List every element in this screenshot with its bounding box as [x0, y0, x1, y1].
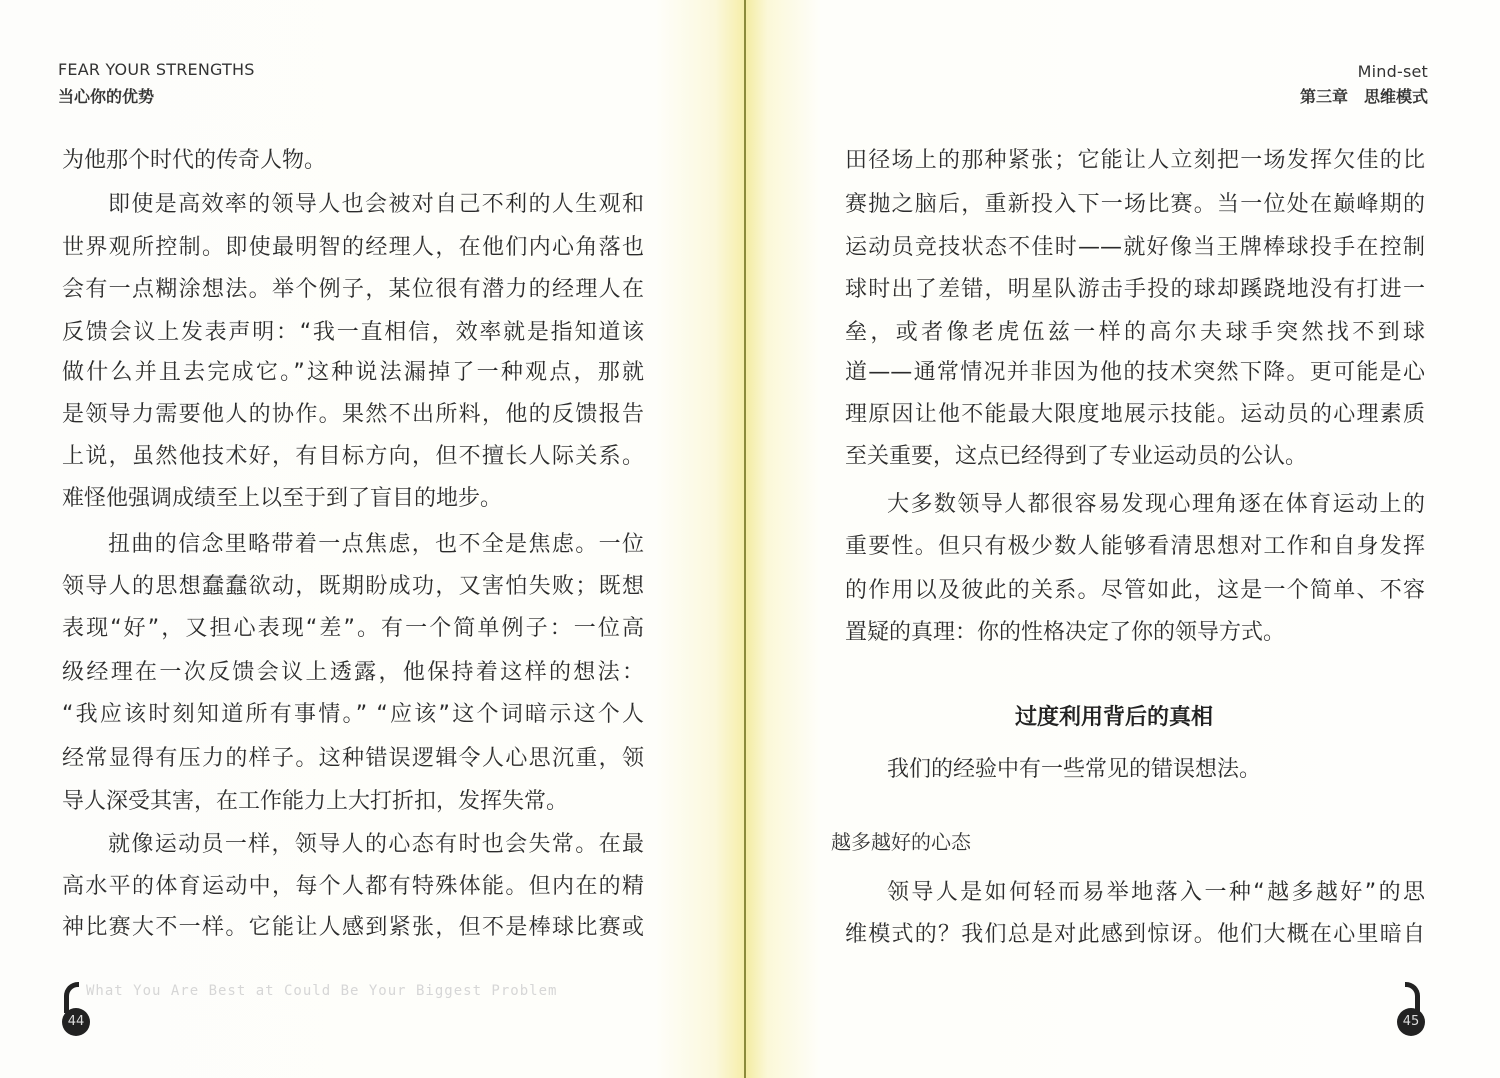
text-line: 即使是高效率的领导人也会被对自己不利的人生观和	[108, 192, 644, 217]
text-line: 领导人是如何轻而易举地落入一种“越多越好”的思	[887, 880, 1425, 905]
text-line: 扭曲的信念里略带着一点焦虑，也不全是焦虑。一位	[108, 532, 644, 557]
text-line: 为他那个时代的传奇人物。	[62, 148, 327, 173]
text-line: 赛抛之脑后，重新投入下一场比赛。当一位处在巅峰期的	[845, 192, 1425, 217]
text-line: “我应该时刻知道所有事情。” “应该”这个词暗示这个人	[62, 702, 644, 727]
book-title-cn: 当心你的优势	[58, 87, 155, 106]
text-line: 田径场上的那种紧张；它能让人立刻把一场发挥欠佳的比	[845, 148, 1425, 173]
text-line: 就像运动员一样，领导人的心态有时也会失常。在最	[108, 832, 644, 857]
book-title-en: FEAR YOUR STRENGTHS	[58, 60, 255, 79]
running-footer: What You Are Best at Could Be Your Biggest Problem	[86, 983, 558, 999]
text-line: 做什么并且去完成它。”这种说法漏掉了一种观点，那就	[62, 360, 644, 385]
text-line: 级经理在一次反馈会议上透露，他保持着这样的想法：	[62, 660, 644, 685]
text-line: 大多数领导人都很容易发现心理角逐在体育运动上的	[887, 492, 1425, 517]
text-line: 反馈会议上发表声明：“我一直相信，效率就是指知道该	[62, 320, 644, 345]
text-line: 理原因让他不能最大限度地展示技能。运动员的心理素质	[845, 402, 1425, 427]
page-number: 45	[1397, 1008, 1425, 1036]
left-page	[0, 0, 745, 1078]
text-line: 垒，或者像老虎伍兹一样的高尔夫球手突然找不到球	[845, 320, 1425, 345]
text-line: 上说，虽然他技术好，有目标方向，但不擅长人际关系。	[62, 444, 644, 469]
subsection-heading: 越多越好的心态	[831, 830, 971, 854]
text-line: 经常显得有压力的样子。这种错误逻辑令人心思沉重，领	[62, 746, 644, 771]
text-line: 表现“好”，又担心表现“差”。有一个简单例子：一位高	[62, 616, 644, 641]
right-page	[745, 0, 1500, 1078]
text-line: 世界观所控制。即使最明智的经理人，在他们内心角落也	[62, 235, 644, 260]
text-line: 置疑的真理：你的性格决定了你的领导方式。	[845, 620, 1286, 645]
text-line: 领导人的思想蠢蠢欲动，既期盼成功，又害怕失败；既想	[62, 574, 644, 599]
section-heading: 过度利用背后的真相	[1015, 705, 1214, 730]
text-line: 导人深受其害，在工作能力上大打折扣，发挥失常。	[62, 789, 569, 814]
text-line: 神比赛大不一样。它能让人感到紧张，但不是棒球比赛或	[62, 915, 644, 940]
text-line: 维模式的？我们总是对此感到惊讶。他们大概在心里暗自	[845, 922, 1425, 947]
text-line: 运动员竞技状态不佳时——就好像当王牌棒球投手在控制	[845, 235, 1425, 260]
text-line: 道——通常情况并非因为他的技术突然下降。更可能是心	[845, 360, 1425, 385]
text-line: 会有一点糊涂想法。举个例子，某位很有潜力的经理人在	[62, 277, 644, 302]
page-number: 44	[62, 1008, 90, 1036]
chapter-title-en: Mind-set	[1357, 62, 1428, 81]
text-line: 球时出了差错，明星队游击手投的球却蹊跷地没有打进一	[845, 277, 1425, 302]
text-line: 至关重要，这点已经得到了专业运动员的公认。	[845, 444, 1308, 469]
text-line: 难怪他强调成绩至上以至于到了盲目的地步。	[62, 486, 503, 511]
text-line: 我们的经验中有一些常见的错误想法。	[887, 757, 1262, 782]
book-gutter	[744, 0, 746, 1078]
text-line: 是领导力需要他人的协作。果然不出所料，他的反馈报告	[62, 402, 644, 427]
text-line: 的作用以及彼此的关系。尽管如此，这是一个简单、不容	[845, 578, 1425, 603]
text-line: 高水平的体育运动中，每个人都有特殊体能。但内在的精	[62, 874, 644, 899]
text-line: 重要性。但只有极少数人能够看清思想对工作和自身发挥	[845, 534, 1425, 559]
chapter-title-cn: 第三章 思维模式	[1299, 87, 1428, 106]
